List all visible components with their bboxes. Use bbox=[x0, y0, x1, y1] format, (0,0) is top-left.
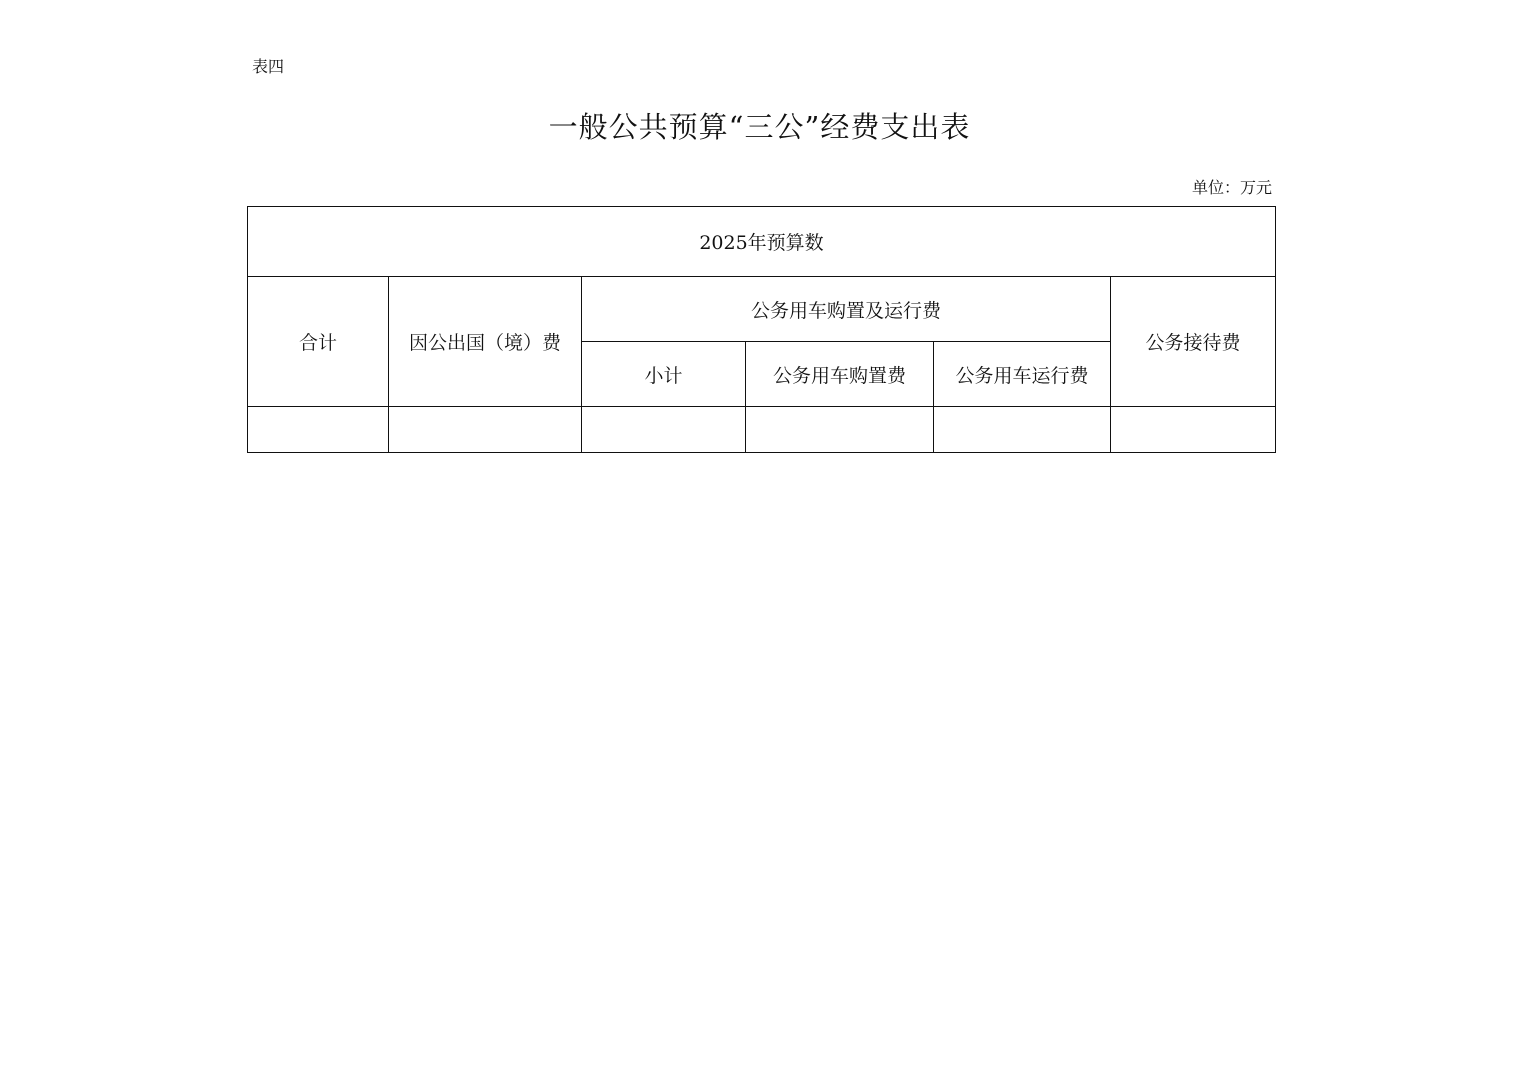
budget-table bbox=[247, 206, 1276, 453]
cell-vehicle-purchase bbox=[746, 407, 934, 453]
header-reception: 公务接待费 bbox=[1111, 277, 1276, 407]
year-header: 2025年预算数 bbox=[248, 207, 1276, 277]
cell-vehicle-operation bbox=[934, 407, 1111, 453]
header-vehicle-purchase: 公务用车购置费 bbox=[746, 342, 934, 407]
header-vehicle-group: 公务用车购置及运行费 bbox=[582, 277, 1111, 342]
header-vehicle-operation: 公务用车运行费 bbox=[934, 342, 1111, 407]
unit-label: 单位：万元 bbox=[1191, 178, 1272, 197]
table-header-row bbox=[248, 277, 1276, 342]
header-vehicle-subtotal: 小计 bbox=[582, 342, 746, 407]
header-total: 合计 bbox=[248, 277, 389, 407]
cell-vehicle-subtotal bbox=[582, 407, 746, 453]
header-overseas: 因公出国（境）费 bbox=[389, 277, 582, 407]
page-title: 一般公共预算“三公”经费支出表 bbox=[548, 110, 971, 144]
cell-total bbox=[248, 407, 389, 453]
table-row bbox=[248, 407, 1276, 453]
cell-overseas bbox=[389, 407, 582, 453]
cell-reception bbox=[1111, 407, 1276, 453]
table-number: 表四 bbox=[252, 57, 285, 76]
table-header-row bbox=[248, 207, 1276, 277]
